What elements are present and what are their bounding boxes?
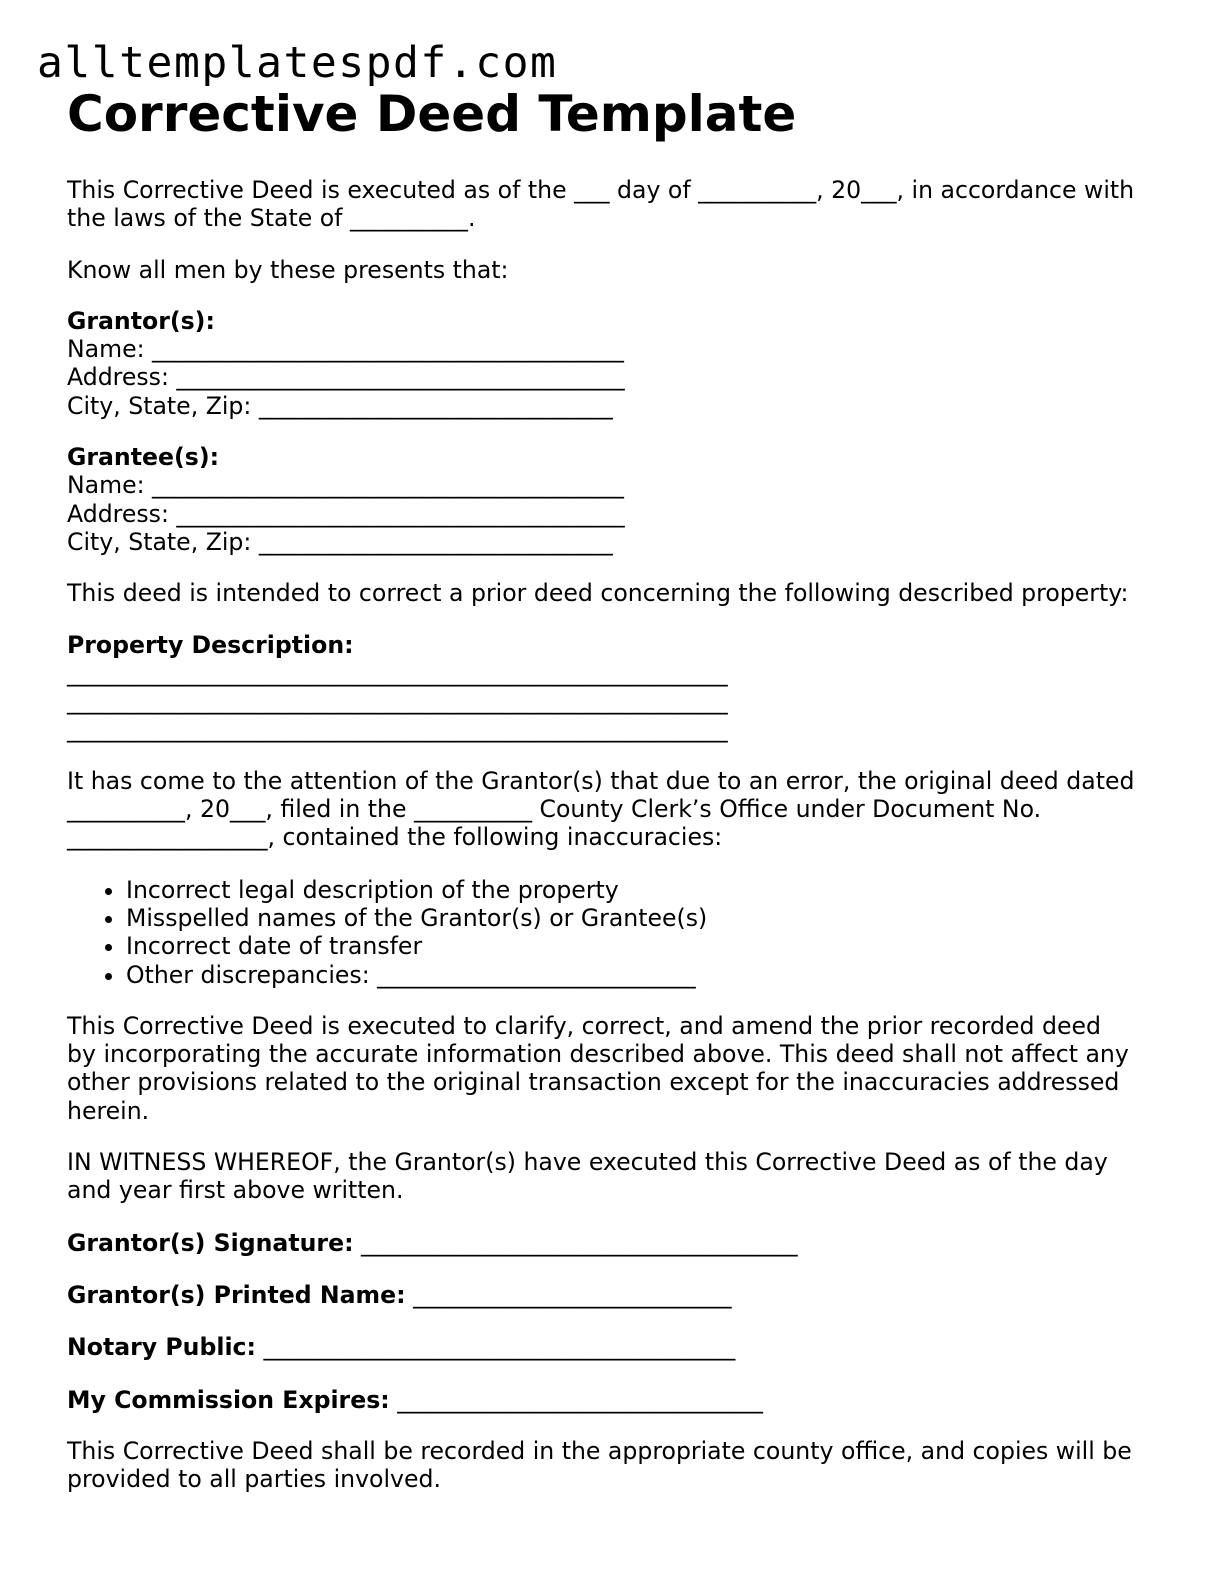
purpose-line: by incorporating the accurate information described above. This deed shall not affect any [67,1040,1129,1069]
property-section [67,631,1157,744]
notary-public-field [67,1333,1157,1361]
error-line: It has come to the attention of the Grantor(s) that due to an error, the original deed dated [67,766,1135,795]
inaccuracies-list [67,876,1157,989]
grantee-address-field: Address: ______________________________________ [67,499,625,528]
grantor-city-field: City, State, Zip: ______________________________ [67,391,613,420]
notary-public-label: Notary Public: [67,1333,256,1362]
closing-line: provided to all parties involved. [67,1465,441,1494]
property-heading: Property Description: [67,630,354,659]
grantor-signature-label: Grantor(s) Signature: [67,1228,354,1257]
property-blank-line: ________________________________________________________ [67,658,728,687]
know-all-statement: Know all men by these presents that: [67,255,509,284]
purpose-line: herein. [67,1096,150,1125]
grantor-printed-name-label: Grantor(s) Printed Name: [67,1280,406,1309]
grantor-section [67,307,1157,420]
purpose-line: This Corrective Deed is executed to clarify, correct, and amend the prior recorded deed [67,1011,1101,1040]
property-blank-line: ________________________________________________________ [67,715,728,744]
grantee-city-field: City, State, Zip: ______________________________ [67,527,613,556]
witness-line: IN WITNESS WHEREOF, the Grantor(s) have executed this Corrective Deed as of the day [67,1148,1108,1177]
grantee-section [67,443,1157,556]
notary-public-blank: ________________________________________ [263,1333,736,1362]
commission-expires-label: My Commission Expires: [67,1385,390,1414]
grantor-address-field: Address: ______________________________________ [67,363,625,392]
list-item: • Misspelled names of the Grantor(s) or Grantee(s) [126,904,1157,932]
purpose-paragraph [67,1012,1157,1125]
witness-line: and year first above written. [67,1176,404,1205]
list-item: • Other discrepancies: ___________________________ [126,961,1157,989]
page-title: Corrective Deed Template [67,85,797,143]
correction-intro: This deed is intended to correct a prior deed concerning the following described property: [67,579,1129,608]
property-blank-line: ________________________________________________________ [67,687,728,716]
intro-paragraph [67,176,1157,233]
commission-expires-field [67,1386,1157,1414]
grantor-signature-field [67,1229,1157,1257]
grantee-heading: Grantee(s): [67,443,220,472]
closing-line: This Corrective Deed shall be recorded in the appropriate county office, and copies will be [67,1436,1132,1465]
intro-line: This Corrective Deed is executed as of the ___ day of __________, 20___, in accordance with [67,176,1135,204]
watermark-text: alltemplatespdf.com [37,38,558,88]
purpose-line: other provisions related to the original transaction except for the inaccuracies addressed [67,1068,1120,1097]
list-item: • Incorrect legal description of the property [126,876,1157,904]
closing-paragraph [67,1437,1157,1494]
document-body [67,86,1157,1493]
grantee-name-field: Name: ________________________________________ [67,471,624,500]
grantor-heading: Grantor(s): [67,306,215,335]
error-line: _________________, contained the following inaccuracies: [67,823,723,852]
commission-expires-blank: _______________________________ [397,1385,763,1414]
witness-paragraph [67,1148,1157,1205]
intro-line: the laws of the State of __________. [67,204,476,233]
grantor-printed-name-blank: ___________________________ [413,1280,732,1309]
grantor-printed-name-field [67,1281,1157,1309]
list-item: • Incorrect date of transfer [126,932,1157,960]
grantor-name-field: Name: ________________________________________ [67,335,624,364]
error-paragraph [67,767,1157,852]
error-line: __________, 20___, filed in the __________ County Clerk’s Office under Document No. [67,795,1042,824]
grantor-signature-blank: _____________________________________ [361,1228,798,1257]
